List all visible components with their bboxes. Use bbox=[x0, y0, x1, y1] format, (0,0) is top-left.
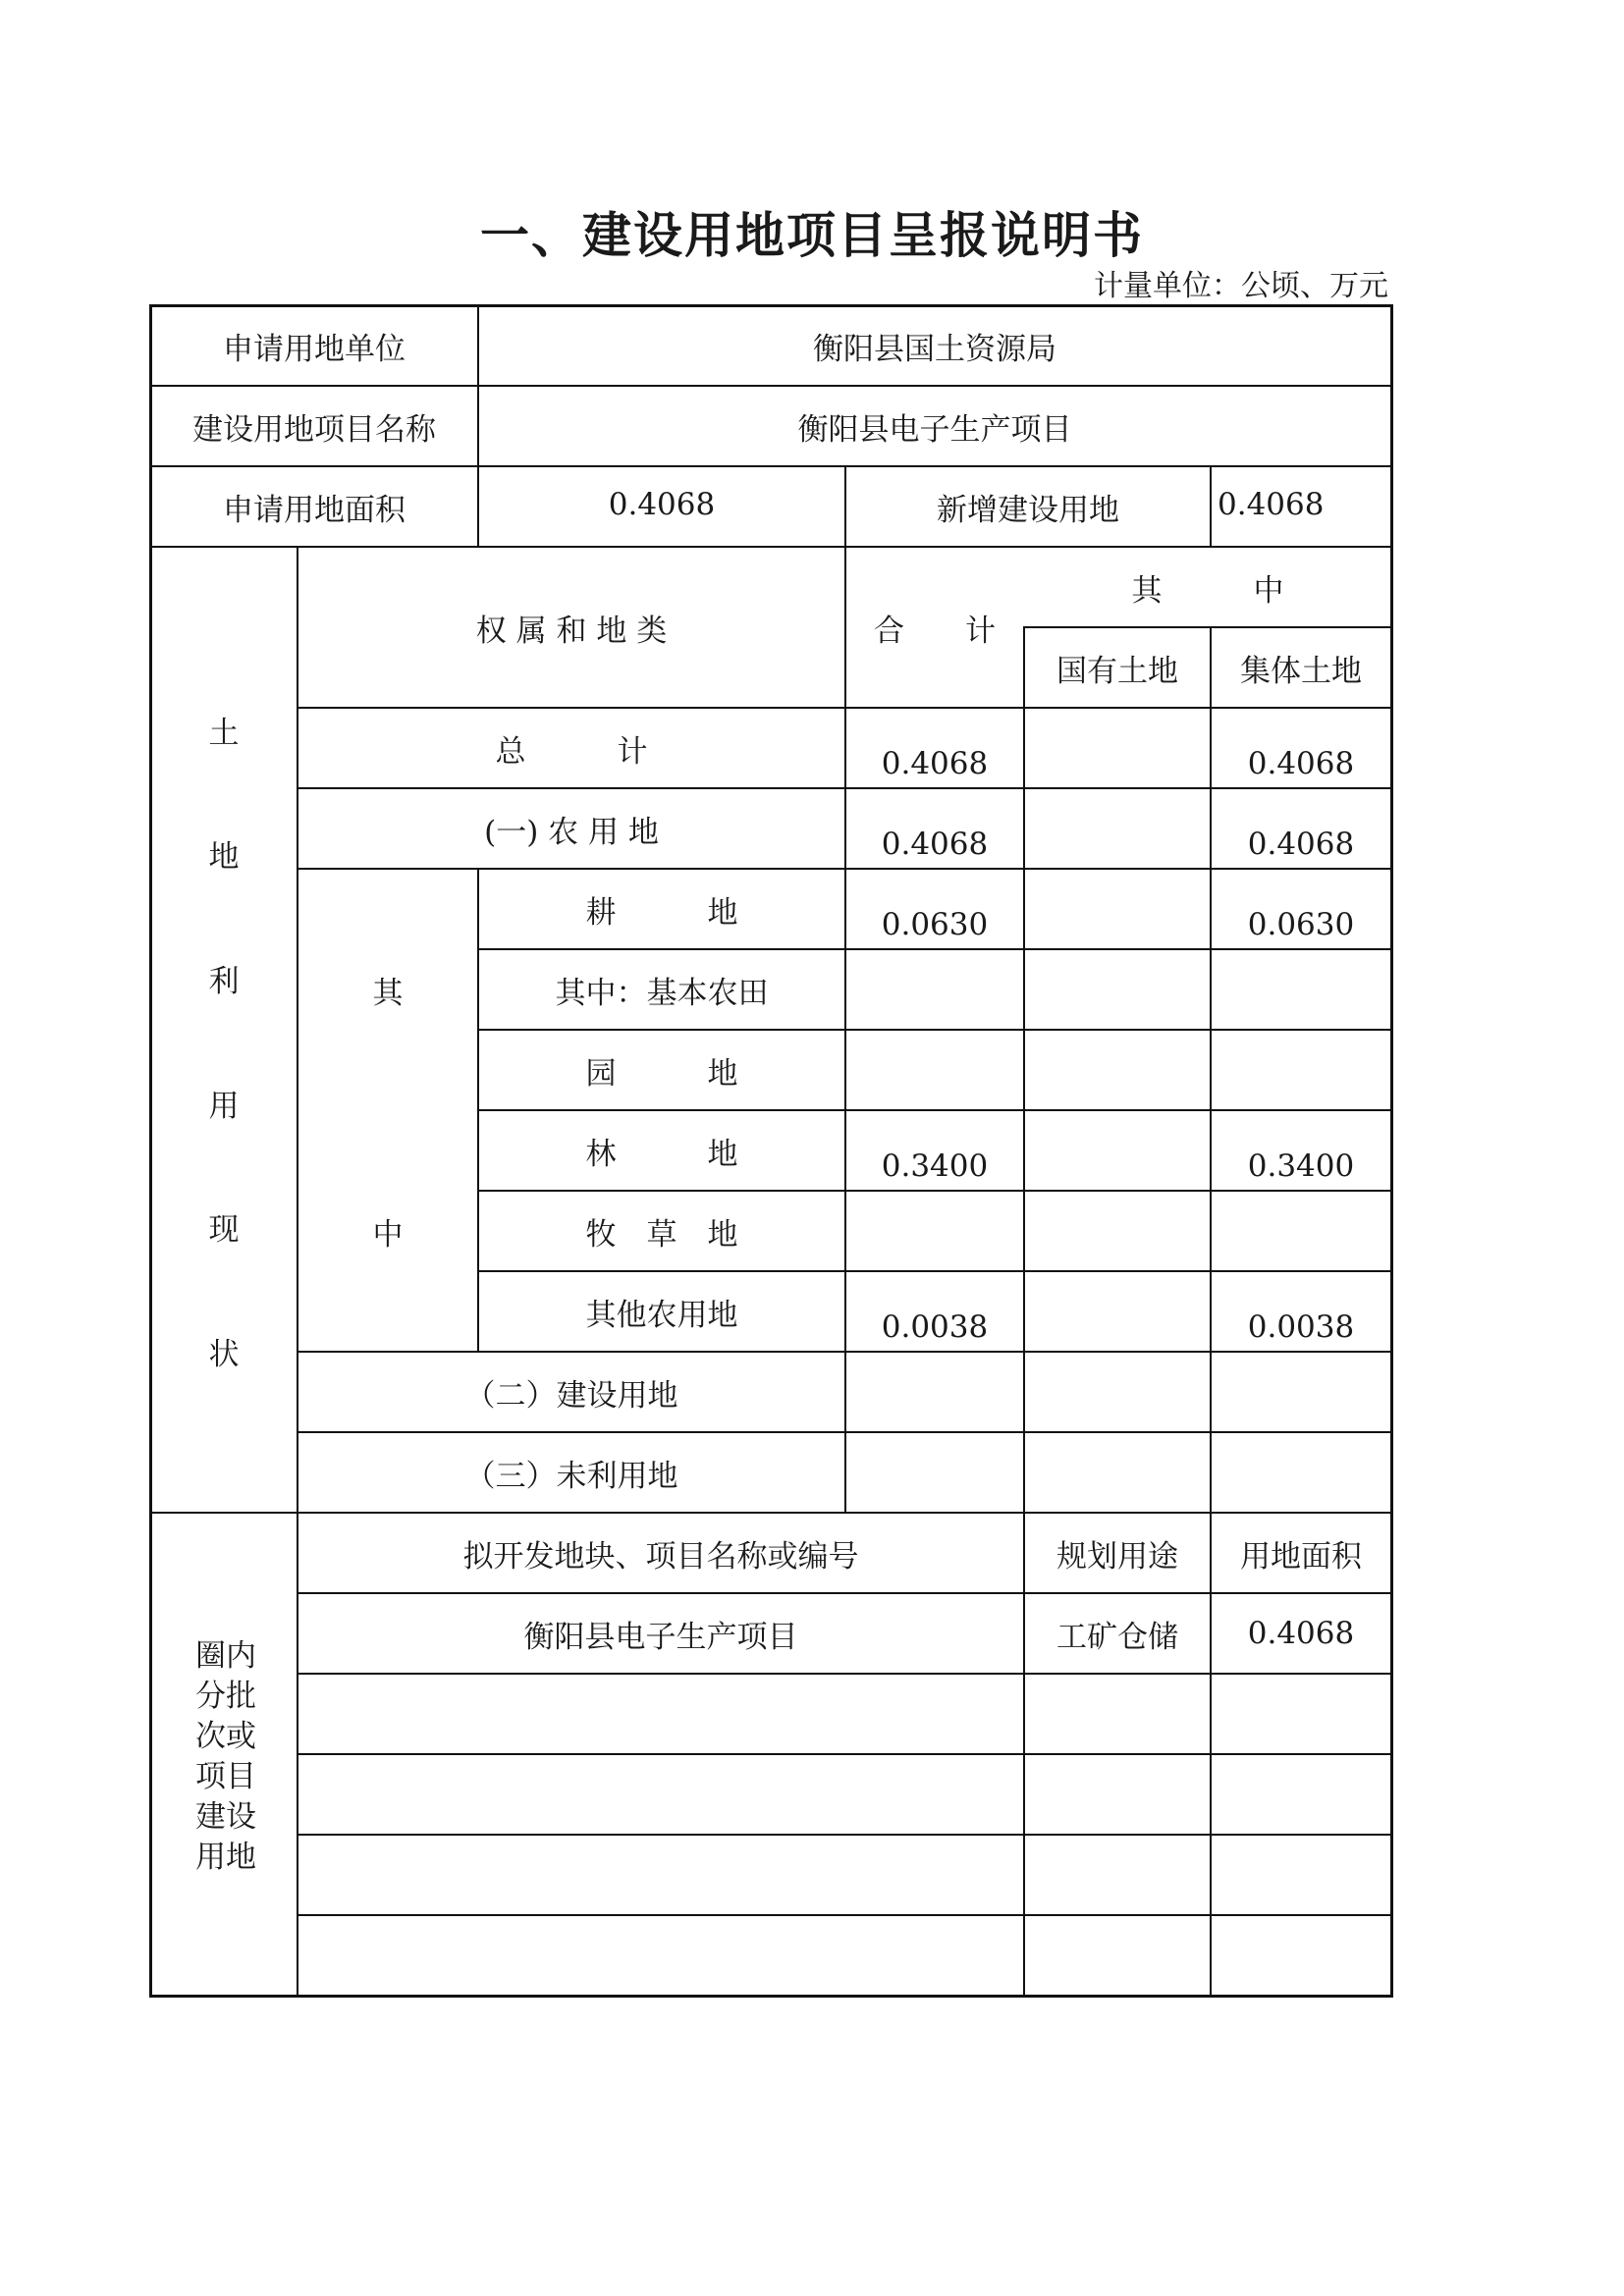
row-garden-collective bbox=[1212, 1031, 1390, 1109]
among-side-char: 中 bbox=[372, 1216, 404, 1253]
grid-line bbox=[149, 1995, 1392, 1998]
row-other-agri-label: 其他农用地 bbox=[585, 1297, 738, 1333]
row-agri-label: (一) 农 用 地 bbox=[484, 814, 659, 850]
area-value: 0.4068 bbox=[608, 487, 716, 522]
land-use-char: 用 bbox=[208, 1088, 240, 1124]
row-construction-label: （二）建设用地 bbox=[464, 1377, 678, 1414]
row-garden-label: 园 地 bbox=[585, 1055, 738, 1092]
column-header-among: 其 中 bbox=[1131, 572, 1284, 609]
land-use-char: 状 bbox=[208, 1337, 240, 1373]
row-unused-label: （三）未利用地 bbox=[464, 1458, 678, 1494]
column-header-total: 合 计 bbox=[874, 613, 996, 649]
row-unused-state bbox=[1025, 1433, 1210, 1512]
batch-column-header-area: 用地面积 bbox=[1240, 1538, 1362, 1575]
row-cultivated-state bbox=[1025, 870, 1210, 948]
row-construction-total bbox=[846, 1353, 1023, 1431]
batch-row-area: 0.4068 bbox=[1247, 1616, 1355, 1651]
batch-row-area bbox=[1212, 1916, 1390, 1995]
row-total-label: 总 计 bbox=[495, 733, 648, 770]
batch-row-usage bbox=[1025, 1836, 1210, 1914]
land-use-char: 地 bbox=[208, 839, 240, 876]
row-total-total: 0.4068 bbox=[881, 746, 989, 781]
row-other-agri-collective: 0.0038 bbox=[1247, 1309, 1355, 1345]
land-use-char: 利 bbox=[208, 964, 240, 1000]
batch-row-usage bbox=[1025, 1755, 1210, 1834]
row-unused-total bbox=[846, 1433, 1023, 1512]
row-forest-state bbox=[1025, 1111, 1210, 1190]
row-basic-farmland-collective bbox=[1212, 950, 1390, 1029]
row-cultivated-label: 耕 地 bbox=[585, 894, 738, 931]
row-basic-farmland-label: 其中：基本农田 bbox=[555, 975, 769, 1011]
batch-row-name bbox=[298, 1836, 1023, 1914]
new-land-label: 新增建设用地 bbox=[937, 492, 1119, 528]
project-name-label: 建设用地项目名称 bbox=[192, 411, 436, 448]
batch-column-header-usage: 规划用途 bbox=[1056, 1538, 1178, 1575]
row-agri-collective: 0.4068 bbox=[1247, 827, 1355, 862]
row-construction-collective bbox=[1212, 1353, 1390, 1431]
row-agri-state bbox=[1025, 789, 1210, 868]
applicant-value: 衡阳县国土资源局 bbox=[813, 331, 1056, 367]
column-header-state-land: 国有土地 bbox=[1056, 653, 1178, 689]
row-other-agri-total: 0.0038 bbox=[881, 1309, 989, 1345]
row-cultivated-total: 0.0630 bbox=[881, 907, 989, 942]
project-name-value: 衡阳县电子生产项目 bbox=[797, 411, 1072, 448]
batch-column-header-name: 拟开发地块、项目名称或编号 bbox=[462, 1538, 859, 1575]
row-cultivated-collective: 0.0630 bbox=[1247, 907, 1355, 942]
batch-row-usage: 工矿仓储 bbox=[1056, 1619, 1178, 1655]
batch-row-name bbox=[298, 1675, 1023, 1753]
land-use-char: 土 bbox=[208, 715, 240, 751]
unit-note: 计量单位：公顷、万元 bbox=[1094, 269, 1388, 303]
batch-row-usage bbox=[1025, 1916, 1210, 1995]
batch-section-label: 圈内分批次或项目建设用地 bbox=[195, 1638, 256, 1875]
batch-row-area bbox=[1212, 1755, 1390, 1834]
row-pasture-state bbox=[1025, 1192, 1210, 1270]
batch-row-usage bbox=[1025, 1675, 1210, 1753]
new-land-value: 0.4068 bbox=[1218, 487, 1325, 522]
row-pasture-total bbox=[846, 1192, 1023, 1270]
row-pasture-collective bbox=[1212, 1192, 1390, 1270]
row-garden-state bbox=[1025, 1031, 1210, 1109]
column-header-category: 权 属 和 地 类 bbox=[475, 613, 668, 649]
area-label: 申请用地面积 bbox=[223, 492, 406, 528]
batch-row-name bbox=[298, 1916, 1023, 1995]
row-forest-label: 林 地 bbox=[585, 1136, 738, 1172]
row-construction-state bbox=[1025, 1353, 1210, 1431]
grid-line bbox=[1390, 304, 1393, 1998]
row-forest-collective: 0.3400 bbox=[1247, 1148, 1355, 1184]
row-unused-collective bbox=[1212, 1433, 1390, 1512]
batch-row-name bbox=[298, 1755, 1023, 1834]
row-agri-total: 0.4068 bbox=[881, 827, 989, 862]
row-forest-total: 0.3400 bbox=[881, 1148, 989, 1184]
land-use-char: 现 bbox=[208, 1212, 240, 1249]
batch-row-area bbox=[1212, 1836, 1390, 1914]
row-total-state bbox=[1025, 709, 1210, 787]
row-garden-total bbox=[846, 1031, 1023, 1109]
applicant-label: 申请用地单位 bbox=[223, 331, 406, 367]
row-total-collective: 0.4068 bbox=[1247, 746, 1355, 781]
column-header-collective-land: 集体土地 bbox=[1240, 653, 1362, 689]
page-title: 一、建设用地项目呈报说明书 bbox=[480, 207, 1144, 264]
batch-row-name: 衡阳县电子生产项目 bbox=[523, 1619, 798, 1655]
row-basic-farmland-total bbox=[846, 950, 1023, 1029]
row-basic-farmland-state bbox=[1025, 950, 1210, 1029]
land-use-section-label bbox=[151, 667, 297, 1414]
among-side-char: 其 bbox=[372, 975, 404, 1011]
batch-row-area bbox=[1212, 1675, 1390, 1753]
row-other-agri-state bbox=[1025, 1272, 1210, 1351]
row-pasture-label: 牧 草 地 bbox=[585, 1216, 738, 1253]
